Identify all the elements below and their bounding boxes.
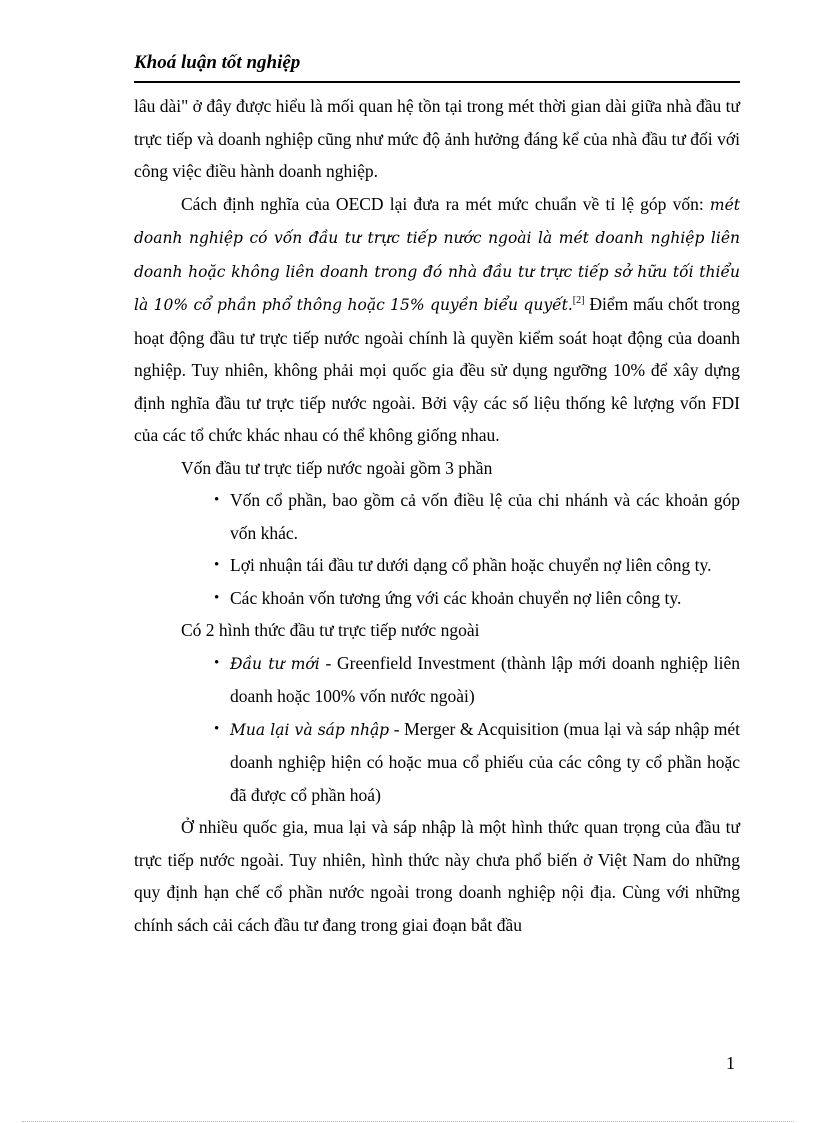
page-number: 1 [726,1053,735,1073]
list-item: • Các khoản vốn tương ứng với các khoản chuyển nợ liên công ty. [134,582,740,615]
page-break-line [22,1121,794,1122]
reference-mark[interactable]: [2] [572,295,585,307]
list-item: • Lợi nhuận tái đầu tư dưới dạng cổ phần hoặc chuyển nợ liên công ty. [134,549,740,582]
oecd-rest: Điểm mấu chốt trong hoạt động đầu tư trực tiếp nước ngoài chính là quyền kiểm soát hoạt động của doanh nghiệp. Tuy nhiên, không phải mọi quốc gia đều sử dụng ngưỡng 10% để xây dựng định nghĩa đầu tư trực tiếp nước ngoài. Bởi vậy các số liệu thống kê lượng vốn FDI của các tổ chức khác nhau có thể không giống nhau. [134,294,740,445]
paragraph-forms-heading: Có 2 hình thức đầu tư trực tiếp nước ngoài [181,620,480,640]
list-item [134,713,740,812]
form-desc: - Greenfield Investment (thành lập mới doanh nghiệp liên doanh hoặc 100% vốn nước ngoài) [230,652,741,706]
paragraph-long-term: lâu dài" ở đây được hiểu là mối quan hệ tồn tại trong mét thời gian dài giữa nhà đầu tư trực tiếp và doanh nghiệp cũng như mức độ ảnh hưởng đáng kể của nhà đầu tư đối với công việc điều hành doanh nghiệp. [134,96,740,181]
capital-parts-list [134,484,740,614]
form-desc: - Merger & Acquisition (mua lại và sáp nhập mét doanh nghiệp hiện có hoặc mua cổ phiếu của các công ty cổ phần hoặc đã được cổ phần hoá) [230,718,740,805]
list-item: • Vốn cổ phần, bao gồm cả vốn điều lệ của chi nhánh và các khoản góp vốn khác. [134,484,740,549]
oecd-intro: Cách định nghĩa của OECD lại đưa ra mét mức chuẩn về tỉ lệ góp vốn: [181,193,710,214]
paragraph-capital-parts-heading: Vốn đầu tư trực tiếp nước ngoài gồm 3 phần [181,457,493,478]
list-item [134,647,740,713]
page-body [134,90,740,941]
paragraph-mergers-vietnam: Ở nhiều quốc gia, mua lại và sáp nhập là một hình thức quan trọng của đầu tư trực tiếp nước ngoài. Tuy nhiên, hình thức này chưa phổ biến ở Việt Nam do những quy định hạn chế cổ phần nước ngoài trong doanh nghiệp nội địa. Cùng với những chính sách cải cách đầu tư đang trong giai đoạn bắt đầu [134,817,740,935]
paragraph-oecd-definition [134,188,740,452]
form-term: Mua lại và sáp nhập [230,720,390,739]
header-rule [134,81,740,83]
investment-forms-list [134,647,740,812]
document-header-title: Khoá luận tốt nghiệp [134,52,301,73]
oecd-definition-italic: mét doanh nghiệp có vốn đầu tư trực tiếp nước ngoài là mét doanh nghiệp liên doanh hoặc không liên doanh trong đó nhà đầu tư trực tiếp sở hữu tối thiểu là 10% cổ phần phổ thông hoặc 15% quyền biểu quyết. [134,195,740,314]
form-term: Đầu tư mới [230,654,320,673]
